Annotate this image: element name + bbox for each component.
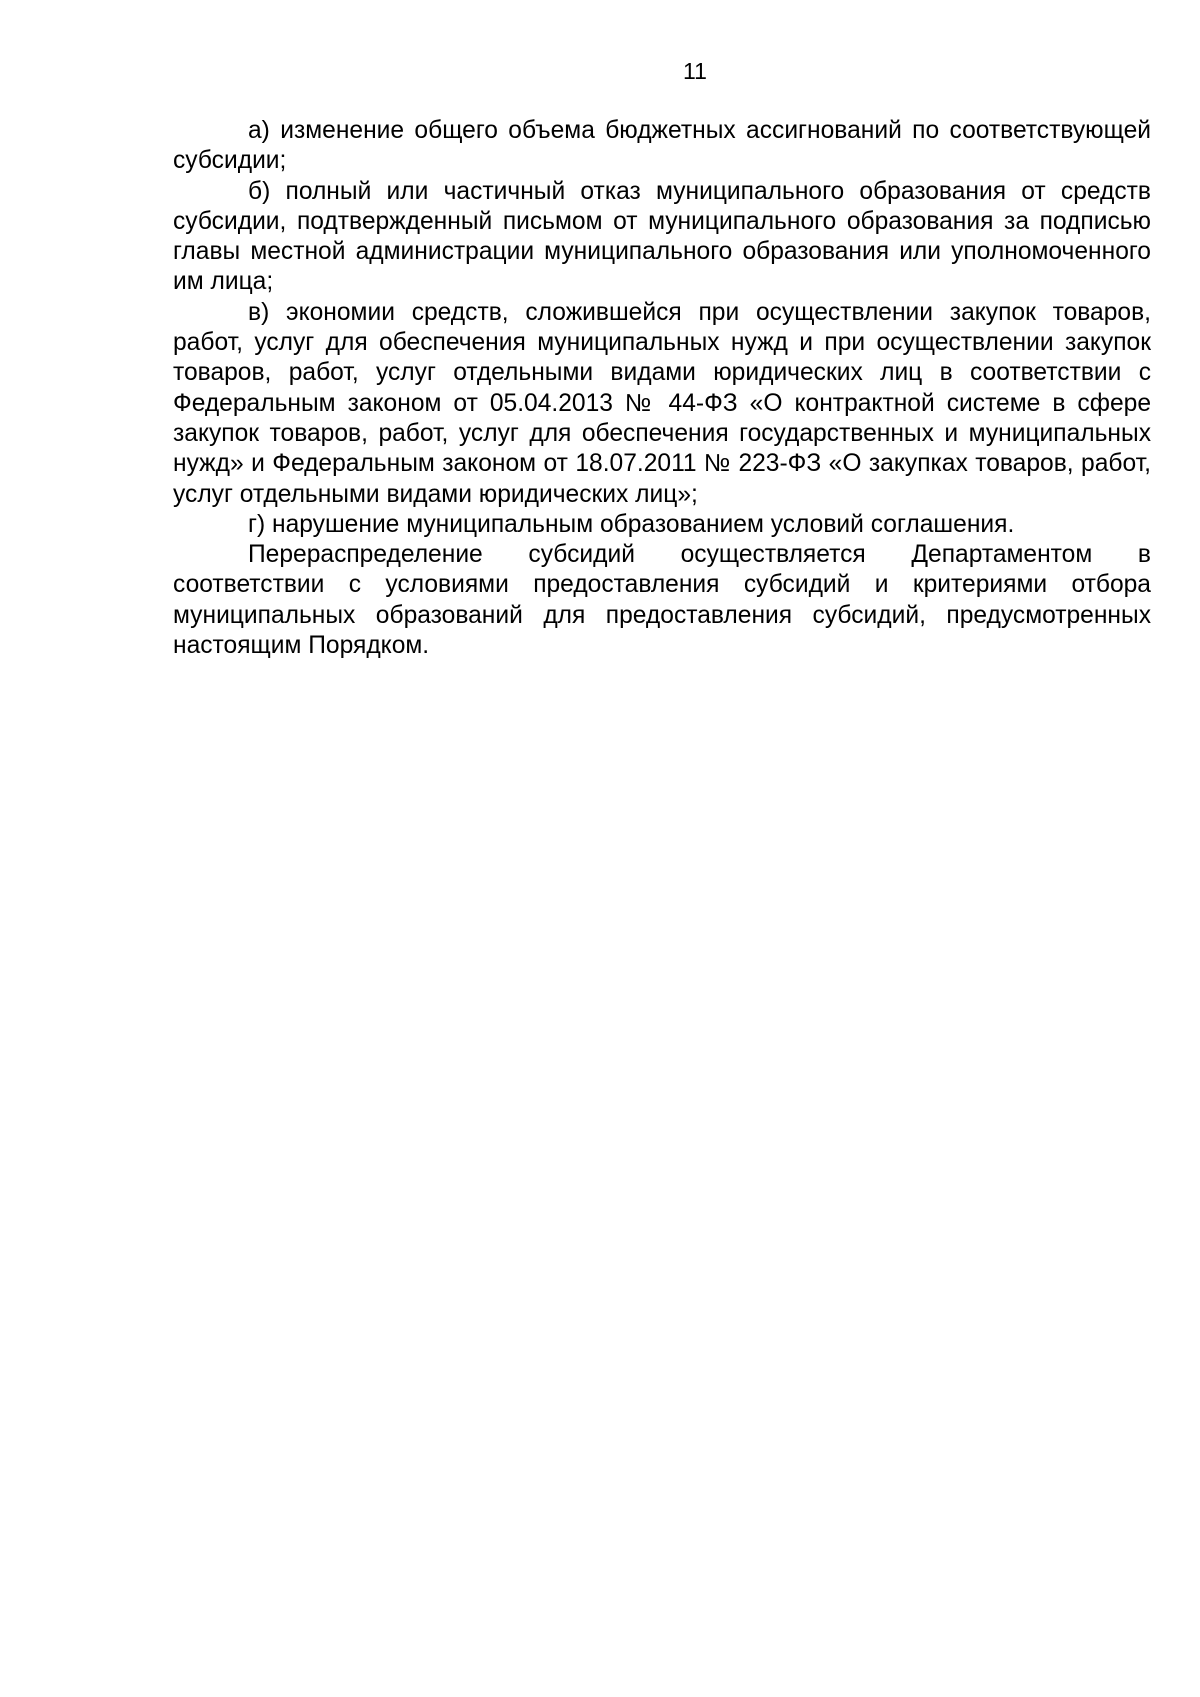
paragraph-item-g: г) нарушение муниципальным образованием условий соглашения. [248, 510, 1015, 538]
paragraph-item-v: в) экономии средств, сложившейся при осуществлении закупок товаров, работ, услуг для обеспечения муниципальных нужд и при осуществлении закупок товаров, работ, услуг отдельными видами юридических лиц в соответствии с Федеральным законом от 05.04.2013 № 44-ФЗ «О контрактной системе в сфере закупок товаров, работ, услуг для обеспечения государственных и муниципальных нужд» и Федеральным законом от 18.07.2011 № 223-ФЗ «О закупках товаров, работ, услуг отдельными видами юридических лиц»; [173, 298, 1151, 508]
paragraph-item-b: б) полный или частичный отказ муниципального образования от средств субсидии, подтвержденный письмом от муниципального образования за подписью главы местной администрации муниципального образования или уполномоченного им лица; [173, 177, 1151, 296]
page-number: 11 [683, 58, 707, 84]
paragraph-redistribution: Перераспределение субсидий осуществляется Департаментом в соответствии с условиями предоставления субсидий и критериями отбора муниципальных образований для предоставления субсидий, предусмотренных настоящим Порядком. [173, 541, 1151, 660]
paragraph-item-a: а) изменение общего объема бюджетных ассигнований по соответствующей субсидии; [173, 117, 1151, 175]
document-body [173, 116, 1151, 661]
